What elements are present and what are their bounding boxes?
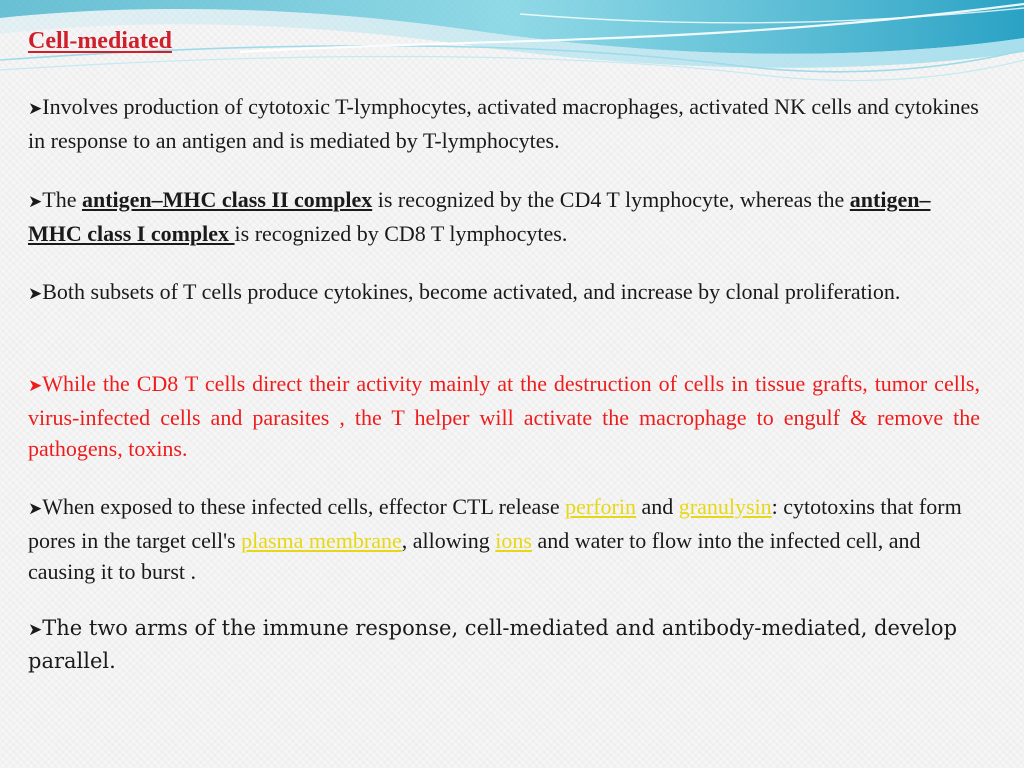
bullet-6 (28, 613, 980, 677)
bullet-3 (28, 276, 980, 368)
plasma-membrane-link[interactable]: plasma membrane (241, 528, 402, 553)
bullet-2 (28, 184, 980, 276)
bullet-5-text: , allowing (401, 528, 496, 553)
arrowhead-bullet-icon: ➤ (28, 192, 43, 212)
bullet-4-emphasis (28, 368, 980, 491)
slide-title: Cell-mediated (28, 28, 172, 54)
ions-link[interactable]: ions (495, 528, 532, 553)
perforin-link[interactable]: perforin (565, 494, 636, 519)
bullet-2-text: is recognized by the CD4 T lymphocyte, whereas the (372, 187, 850, 212)
slide-content (28, 91, 980, 677)
bullet-5-text: and (636, 494, 679, 519)
mhc-class-i-term: antigen– MHC class I complex (28, 187, 931, 246)
bullet-1-text: Involves production of cytotoxic T-lymphocytes, activated macrophages, activated NK cells and cytokines in response to an antigen and is mediated by T-lymphocytes. (28, 94, 979, 153)
bullet-1 (28, 91, 980, 184)
arrowhead-bullet-icon: ➤ (28, 376, 43, 396)
arrowhead-bullet-icon: ➤ (28, 99, 43, 119)
bullet-5-text: : cytotoxins that form pores in the target cell's (28, 494, 962, 553)
bullet-2-text: The (42, 187, 82, 212)
bullet-5-text: and water to flow into the infected cell, and causing it to burst . (28, 528, 921, 584)
arrowhead-bullet-icon: ➤ (28, 620, 43, 640)
bullet-3-text: Both subsets of T cells produce cytokines, become activated, and increase by clonal proliferation. (42, 279, 901, 304)
bullet-2-text: is recognized by CD8 T lymphocytes. (234, 221, 568, 246)
bullet-5 (28, 491, 980, 613)
arrowhead-bullet-icon: ➤ (28, 499, 43, 519)
bullet-4-text: While the CD8 T cells direct their activity mainly at the destruction of cells in tissue grafts, tumor cells, virus-infected cells and parasites , the T helper will activate the macrophage to engulf & remove the pathogens, toxins. (28, 371, 980, 461)
granulysin-link[interactable]: granulysin (678, 494, 772, 519)
mhc-class-ii-term: antigen–MHC class II complex (81, 187, 373, 212)
bullet-6-text: The two arms of the immune response, cell-mediated and antibody-mediated, develop parallel. (28, 616, 958, 673)
arrowhead-bullet-icon: ➤ (28, 284, 43, 304)
bullet-5-text: When exposed to these infected cells, effector CTL release (42, 494, 566, 519)
